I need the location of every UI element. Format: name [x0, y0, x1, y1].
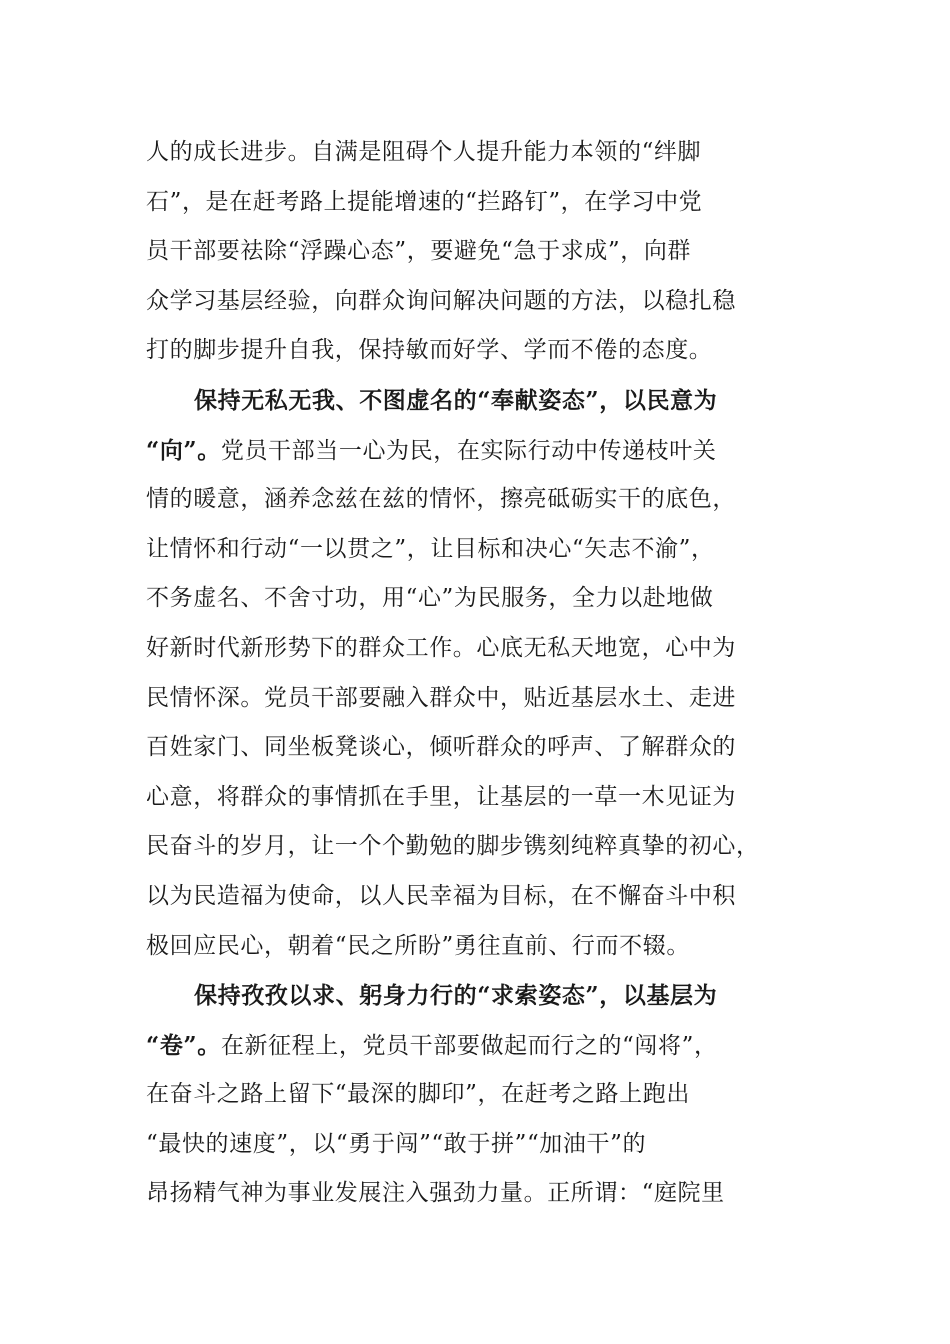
document-body: [146, 128, 800, 1219]
text-segment: 民奋斗的岁月，让一个个勤勉的脚步镌刻纯粹真挚的初心，: [146, 833, 760, 860]
text-segment: “最快的速度”，以“勇于闯”“敢于拼”“加油干”的: [146, 1130, 647, 1157]
text-line: [146, 574, 800, 624]
bold-text-segment: “卷”。: [146, 1031, 221, 1059]
bold-text-segment: 保持无私无我、不图虚名的“奉献姿态”，以民意为: [194, 386, 718, 414]
text-segment: 百姓家门、同坐板凳谈心，倾听群众的呼声、了解群众的: [146, 734, 736, 761]
text-line: [146, 773, 800, 823]
text-segment: 人的成长进步。自满是阻碍个人提升能力本领的“绊脚: [146, 139, 702, 165]
text-line: [146, 128, 800, 178]
paragraph-heading-line: [146, 971, 800, 1021]
text-line: [146, 1070, 800, 1120]
bold-text-segment: 保持孜孜以求、躬身力行的“求索姿态”，以基层为: [194, 982, 718, 1010]
text-segment: 极回应民心，朝着“民之所盼”勇往直前、行而不辍。: [146, 932, 690, 959]
text-line: [146, 624, 800, 674]
text-line: [146, 1021, 800, 1071]
bold-text-segment: “向”。: [146, 436, 221, 464]
text-segment: 好新时代新形势下的群众工作。心底无私天地宽，心中为: [146, 634, 736, 661]
text-segment: 党员干部当一心为民，在实际行动中传递枝叶关: [220, 437, 717, 464]
text-segment: 石”，是在赶考路上提能增速的“拦路钉”，在学习中党: [146, 188, 703, 215]
text-segment: 在奋斗之路上留下“最深的脚印”，在赶考之路上跑出: [146, 1081, 690, 1108]
text-line: [146, 475, 800, 525]
text-line: [146, 326, 800, 376]
text-segment: 以为民造福为使命，以人民幸福为目标，在不懈奋斗中积: [146, 882, 736, 909]
text-line: [146, 922, 800, 972]
text-line: [146, 178, 800, 228]
paragraph-heading-line: [146, 376, 800, 426]
text-line: [146, 525, 800, 575]
text-segment: 不务虚名、不舍寸功，用“心”为民服务，全力以赴地做: [146, 585, 714, 612]
text-line: [146, 822, 800, 872]
text-segment: 心意，将群众的事情抓在手里，让基层的一草一木见证为: [146, 783, 736, 810]
text-line: [146, 872, 800, 922]
text-line: [146, 674, 800, 724]
text-line: [146, 277, 800, 327]
text-segment: 打的脚步提升自我，保持敏而好学、学而不倦的态度。: [146, 337, 713, 364]
text-segment: 员干部要祛除“浮躁心态”，要避免“急于求成”，向群: [146, 238, 692, 265]
text-segment: 众学习基层经验，向群众询问解决问题的方法，以稳扎稳: [146, 287, 736, 314]
text-segment: 在新征程上，党员干部要做起而行之的“闯将”，: [220, 1032, 718, 1059]
text-line: [146, 1120, 800, 1170]
text-line: [146, 1169, 800, 1219]
text-segment: 昂扬精气神为事业发展注入强劲力量。正所谓：“庭院里: [146, 1180, 725, 1207]
text-segment: 让情怀和行动“一以贯之”，让目标和决心“矢志不渝”，: [146, 535, 715, 562]
text-segment: 民情怀深。党员干部要融入群众中，贴近基层水土、走进: [146, 684, 736, 711]
text-line: [146, 723, 800, 773]
text-line: [146, 426, 800, 476]
text-line: [146, 227, 800, 277]
text-segment: 情的暖意，涵养念兹在兹的情怀，擦亮砥砺实干的底色，: [146, 486, 736, 513]
